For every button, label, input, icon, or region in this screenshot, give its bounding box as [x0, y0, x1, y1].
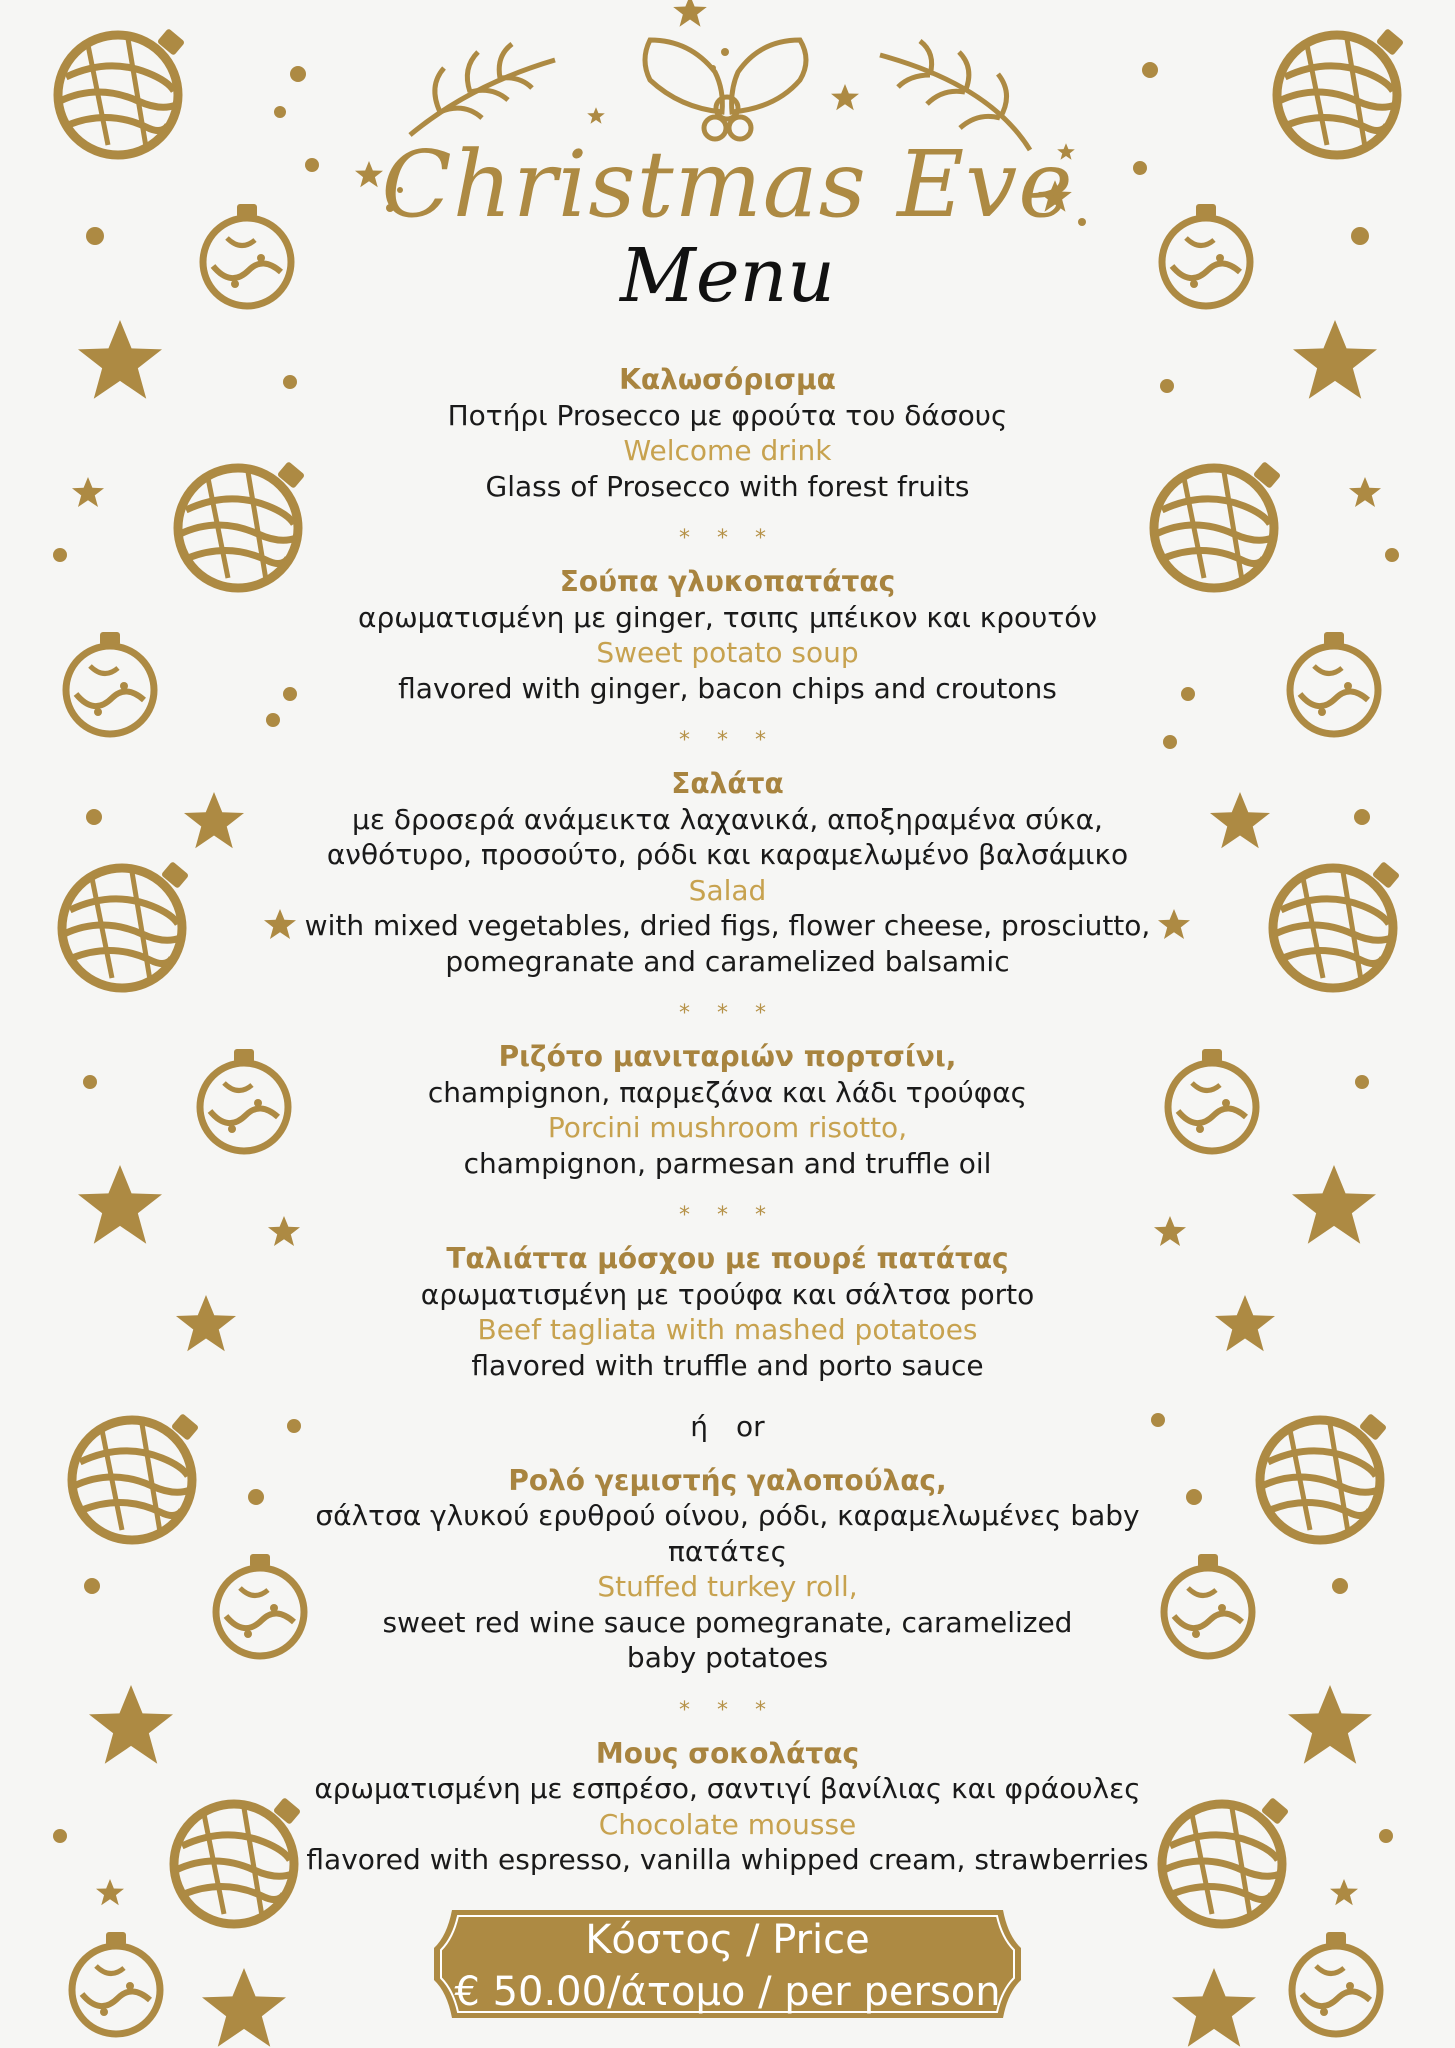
course-title-en: Stuffed turkey roll, [597, 1570, 858, 1603]
ornament-ball-icon [174, 1797, 301, 1924]
separator: * * * [679, 728, 776, 753]
course-desc-gr: Ποτήρι Prosecco με φρούτα του δάσους [447, 398, 1008, 432]
course-desc-en: champignon, parmesan and truffle oil [463, 1146, 992, 1180]
course-title-en: Sweet potato soup [596, 636, 859, 669]
course-risotto [300, 1039, 1155, 1181]
price-value: € 50.00/άτομο / per person [454, 1969, 1001, 2015]
star-icon [1154, 1216, 1186, 1246]
course-soup [300, 564, 1155, 706]
star-icon [831, 84, 859, 110]
ornament-ball-icon [66, 632, 154, 734]
menu-body [300, 362, 1155, 1878]
star-icon [264, 909, 296, 939]
course-desc-en: Glass of Prosecco with forest fruits [485, 469, 970, 503]
menu-header [0, 131, 1455, 321]
separator: * * * [679, 526, 776, 551]
ornament-ball-icon [1162, 1797, 1289, 1924]
course-tagliata [300, 1241, 1155, 1383]
course-desc-gr: ανθότυρο, προσούτο, ρόδι και καραμελωμένο βαλσάμικο [326, 838, 1129, 871]
star-icon [1349, 477, 1381, 507]
course-title-en: Beef tagliata with mashed potatoes [477, 1313, 978, 1346]
course-title-en: Salad [688, 873, 767, 907]
star-icon [1158, 909, 1190, 939]
star-icon [1215, 1295, 1275, 1351]
ornament-ball-icon [1260, 1413, 1387, 1540]
course-desc-en: pomegranate and caramelized balsamic [445, 944, 1010, 978]
or-gr: ή [690, 1410, 709, 1443]
course-title-gr: Ριζότο μανιταριών πορτσίνι, [498, 1040, 957, 1073]
ornament-ball-icon [216, 1554, 304, 1656]
star-icon [1293, 320, 1377, 399]
star-icon [184, 792, 244, 848]
course-turkey [300, 1463, 1155, 1676]
star-icon [78, 320, 162, 399]
star-icon [96, 1879, 124, 1905]
star-icon [72, 477, 104, 507]
course-desc-en: flavored with truffle and porto sauce [471, 1348, 984, 1382]
course-title-gr: Μους σοκολάτας [595, 1736, 860, 1770]
star-icon [268, 1216, 300, 1246]
star-icon [1172, 1968, 1256, 2047]
course-desc-en: flavored with ginger, bacon chips and croutons [398, 671, 1057, 705]
course-salad [300, 766, 1155, 979]
ornament-ball-icon [1168, 1049, 1256, 1151]
course-desc-gr: σάλτσα γλυκού ερυθρού οίνου, ρόδι, καραμελωμένες baby [315, 1499, 1140, 1532]
course-title-en: Welcome drink [623, 434, 832, 467]
ornament-ball-icon [200, 1049, 288, 1151]
star-icon [587, 107, 605, 124]
separator: * * * [679, 1697, 776, 1723]
star-icon [176, 1295, 236, 1351]
separator: * * * [679, 1203, 776, 1228]
ornament-ball-icon [1164, 1554, 1252, 1656]
course-desc-gr: πατάτες [667, 1534, 788, 1568]
star-icon [1330, 1879, 1358, 1905]
course-desc-gr: με δροσερά ανάμεικτα λαχανικά, αποξηραμένα σύκα, [352, 802, 1103, 836]
course-desc-gr: αρωματισμένη με τρούφα και σάλτσα porto [420, 1277, 1035, 1311]
course-desc-en: sweet red wine sauce pomegranate, caramelized [382, 1605, 1073, 1639]
or-en: or [736, 1410, 765, 1443]
price-box [430, 1906, 1025, 2022]
course-desc-en: with mixed vegetables, dried figs, flower cheese, prosciutto, [304, 909, 1151, 942]
star-icon [1210, 792, 1270, 848]
course-title-en: Chocolate mousse [598, 1807, 857, 1841]
ornament-ball-icon [1292, 1932, 1380, 2034]
course-title-gr: Σούπα γλυκοπατάτας [559, 565, 896, 598]
menu-subtitle: Menu [620, 233, 835, 319]
ornament-ball-icon [62, 861, 189, 988]
course-title-gr: Σαλάτα [671, 767, 784, 800]
ornament-ball-icon [72, 1932, 160, 2034]
star-icon [89, 1685, 173, 1764]
course-title-en: Porcini mushroom risotto, [547, 1111, 908, 1144]
star-icon [673, 0, 707, 27]
ornament-ball-icon [1273, 861, 1400, 988]
course-title-gr: Ρολό γεμιστής γαλοπούλας, [508, 1463, 947, 1497]
ornament-ball-icon [1290, 632, 1378, 734]
star-icon [1292, 1165, 1376, 1244]
course-title-gr: Ταλιάττα μόσχου με πουρέ πατάτας [446, 1242, 1009, 1275]
ornament-ball-icon [1154, 461, 1281, 588]
ornament-ball-icon [178, 461, 305, 588]
course-desc-gr: αρωματισμένη με ginger, τσιπς μπέικον και κρουτόν [357, 600, 1098, 634]
course-desc-en: baby potatoes [626, 1641, 829, 1674]
course-mousse [300, 1736, 1155, 1878]
course-title-gr: Καλωσόρισμα [619, 363, 836, 396]
course-desc-gr: αρωματισμένη με εσπρέσο, σαντιγί βανίλιας και φράουλες [314, 1772, 1141, 1805]
star-icon [202, 1968, 286, 2047]
course-desc-en: flavored with espresso, vanilla whipped cream, strawberries [306, 1843, 1149, 1876]
price-label: Κόστος / Price [585, 1917, 870, 1963]
course-welcome [300, 362, 1155, 504]
leaf-branch-icon [410, 44, 555, 135]
ornament-ball-icon [72, 1413, 199, 1540]
star-icon [1288, 1685, 1372, 1764]
separator: * * * [679, 1001, 776, 1026]
menu-title: Christmas Eve [381, 131, 1074, 238]
or-divider [300, 1409, 1155, 1445]
star-icon [78, 1165, 162, 1244]
course-desc-gr: champignon, παρμεζάνα και λάδι τρούφας [427, 1075, 1028, 1109]
